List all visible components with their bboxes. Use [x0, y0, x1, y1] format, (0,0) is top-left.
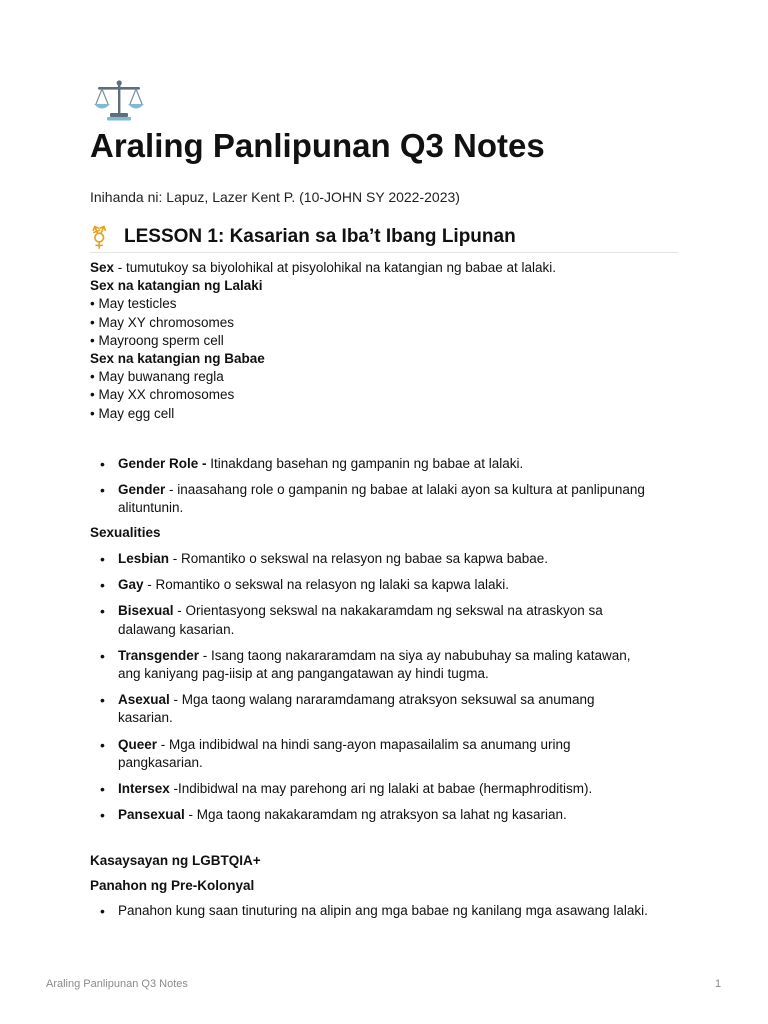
lesson-title: LESSON 1: Kasarian sa Iba’t Ibang Lipunan	[124, 226, 516, 247]
sexualities-heading: Sexualities	[90, 525, 161, 540]
list-item	[90, 806, 650, 824]
list-item	[90, 780, 650, 798]
male-item: • May XY chromosomes	[90, 314, 235, 330]
definition: -Indibidwal na may parehong ari ng lalaki at babae (hermaphroditism).	[169, 781, 593, 797]
term: Pansexual	[118, 807, 185, 823]
history-heading: Kasaysayan ng LGBTQIA+	[90, 853, 261, 868]
transgender-symbol-icon: ⚧	[90, 225, 109, 250]
female-heading: Sex na katangian ng Babae	[90, 351, 265, 367]
list-item	[90, 602, 650, 638]
page-number: 1	[715, 978, 722, 990]
list-item	[90, 691, 650, 727]
author-line: Inihanda ni: Lapuz, Lazer Kent P. (10-JOHN SY 2022-2023)	[90, 189, 460, 205]
history-list	[90, 902, 650, 928]
definition: - inaasahang role o gampanin ng babae at lalaki ayon sa kultura at panlipunang alituntunin.	[118, 482, 645, 516]
history-subheading: Panahon ng Pre-Kolonyal	[90, 878, 255, 893]
gender-section	[90, 455, 650, 526]
definition: - Mga taong nakakaramdam ng atraksyon sa lahat ng kasarian.	[184, 807, 567, 823]
sex-definition	[90, 259, 690, 277]
definition: Itinakdang basehan ng gampanin ng babae at lalaki.	[206, 456, 524, 471]
list-item: • Panahon kung saan tinuturing na alipin ang mga babae ng kanilang mga asawang lalaki.	[90, 902, 650, 920]
definition: - Isang taong nakararamdam na siya ay nabubuhay sa maling katawan, ang kaniyang pag-iisip at ang pangangatawan ay hindi tugma.	[118, 647, 631, 682]
definition: - Romantiko o sekswal na relasyon ng babae sa kapwa babae.	[169, 551, 548, 566]
sex-term: Sex	[90, 260, 115, 275]
term: Asexual	[118, 692, 170, 708]
term: Queer	[118, 736, 158, 752]
male-heading: Sex na katangian ng Lalaki	[90, 278, 263, 294]
female-item: • May buwanang regla	[90, 369, 224, 385]
list-item	[90, 736, 650, 772]
term: Gender Role -	[118, 456, 207, 471]
lesson-heading	[90, 224, 678, 253]
female-item: • May egg cell	[90, 405, 175, 421]
male-item: • Mayroong sperm cell	[90, 332, 224, 348]
term: Transgender	[118, 647, 200, 663]
term: Bisexual	[118, 603, 174, 619]
sexualities-list	[90, 550, 650, 832]
scales-icon	[92, 80, 146, 122]
sex-definition-text: - tumutukoy sa biyolohikal at pisyolohikal na katangian ng babae at lalaki.	[114, 260, 557, 275]
male-item: • May testicles	[90, 296, 177, 312]
female-item: • May XX chromosomes	[90, 387, 235, 403]
list-item	[90, 481, 650, 517]
term: Intersex	[118, 781, 170, 797]
definition: - Romantiko o sekswal na relasyon ng lalaki sa kapwa lalaki.	[143, 577, 509, 593]
definition: - Orientasyong sekswal na nakakaramdam ng sekswal na atraskyon sa dalawang kasarian.	[118, 603, 603, 637]
sex-section	[90, 259, 690, 423]
footer-title: Araling Panlipunan Q3 Notes	[46, 978, 188, 990]
list-item	[90, 455, 650, 473]
list-item	[90, 647, 650, 683]
list-item	[90, 576, 650, 594]
definition: - Mga taong walang nararamdamang atraksyon seksuwal sa anumang kasarian.	[118, 692, 595, 726]
list-item	[90, 550, 650, 568]
term: Gender	[118, 482, 166, 498]
term: Gay	[118, 577, 144, 593]
page-title: Araling Panlipunan Q3 Notes	[90, 127, 545, 164]
definition: - Mga indibidwal na hindi sang-ayon mapasailalim sa anumang uring pangkasarian.	[118, 736, 571, 770]
term: Lesbian	[118, 551, 170, 566]
